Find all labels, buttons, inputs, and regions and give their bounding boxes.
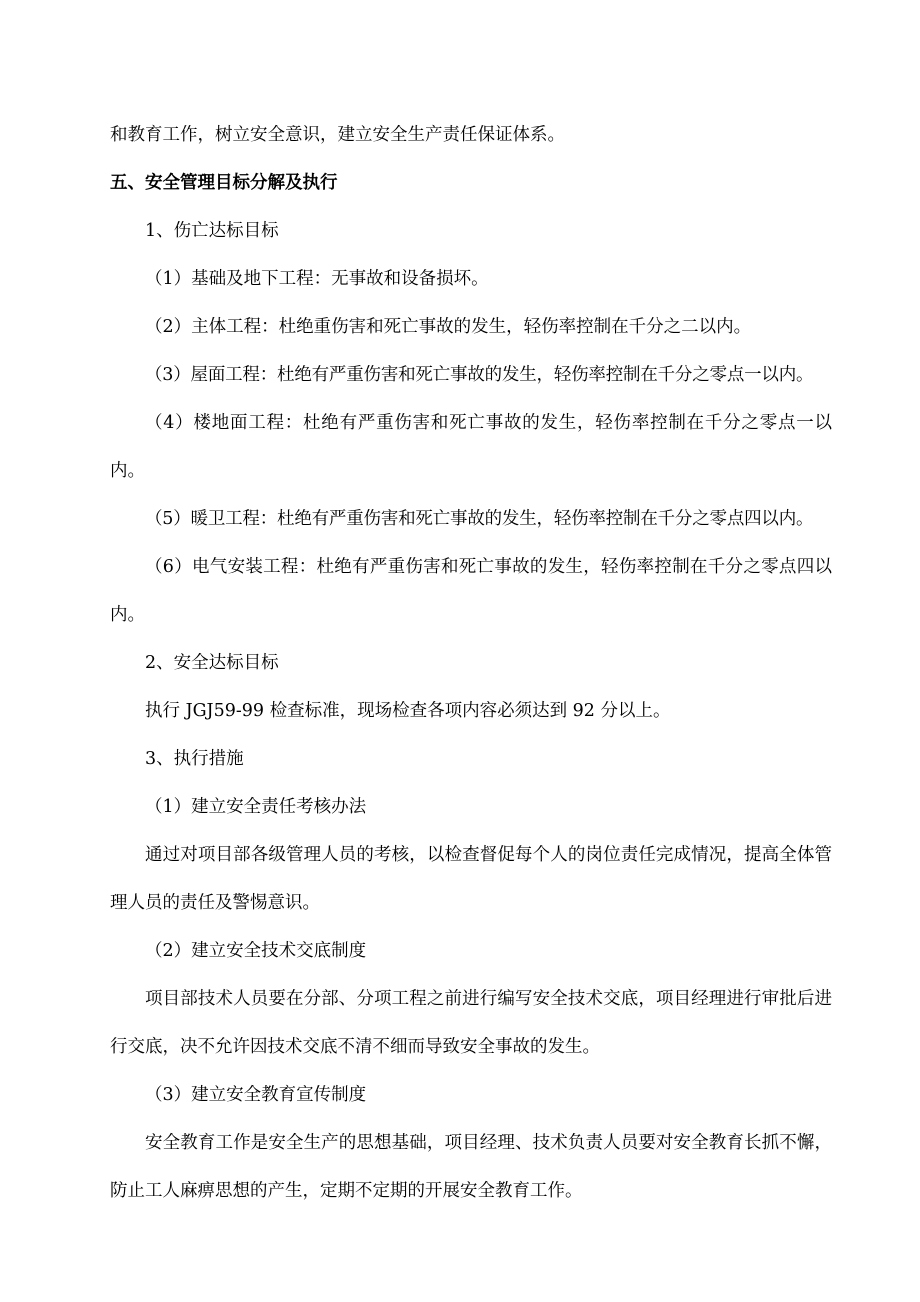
item-plumbing: （5）暖卫工程：杜绝有严重伤害和死亡事故的发生，轻伤率控制在千分之零点四以内。 xyxy=(145,509,814,529)
item-responsibility-assessment: （1）建立安全责任考核办法 xyxy=(145,797,367,817)
subheading-measures: 3、执行措施 xyxy=(145,749,244,769)
item-floor: （4）楼地面工程：杜绝有严重伤害和死亡事故的发生，轻伤率控制在千分之零点一以内。 xyxy=(110,413,832,481)
item-foundation: （1）基础及地下工程：无事故和设备损坏。 xyxy=(145,269,489,289)
item-roof: （3）屋面工程：杜绝有严重伤害和死亡事故的发生，轻伤率控制在千分之零点一以内。 xyxy=(145,365,814,385)
subheading-casualty-target: 1、伤亡达标目标 xyxy=(145,221,279,241)
paragraph-assessment-body: 通过对项目部各级管理人员的考核，以检查督促每个人的岗位责任完成情况，提高全体管理人员的责任及警惕意识。 xyxy=(110,845,832,913)
item-education-publicity: （3）建立安全教育宣传制度 xyxy=(145,1085,367,1105)
item-technical-briefing: （2）建立安全技术交底制度 xyxy=(145,941,367,961)
paragraph-education-body: 安全教育工作是安全生产的思想基础，项目经理、技术负责人员要对安全教育长抓不懈，防止工人麻痹思想的产生，定期不定期的开展安全教育工作。 xyxy=(110,1133,832,1201)
paragraph-briefing-body: 项目部技术人员要在分部、分项工程之前进行编写安全技术交底，项目经理进行审批后进行交底，决不允许因技术交底不清不细而导致安全事故的发生。 xyxy=(110,989,832,1057)
paragraph-continuation: 和教育工作，树立安全意识，建立安全生产责任保证体系。 xyxy=(110,125,565,145)
paragraph-inspection-standard: 执行 JGJ59-99 检查标准，现场检查各项内容必须达到 92 分以上。 xyxy=(145,701,671,721)
item-electrical: （6）电气安装工程：杜绝有严重伤害和死亡事故的发生，轻伤率控制在千分之零点四以内。 xyxy=(110,557,832,625)
subheading-safety-target: 2、安全达标目标 xyxy=(145,653,279,673)
section-heading: 五、安全管理目标分解及执行 xyxy=(110,173,338,193)
item-main-structure: （2）主体工程：杜绝重伤害和死亡事故的发生，轻伤率控制在千分之二以内。 xyxy=(145,317,752,337)
